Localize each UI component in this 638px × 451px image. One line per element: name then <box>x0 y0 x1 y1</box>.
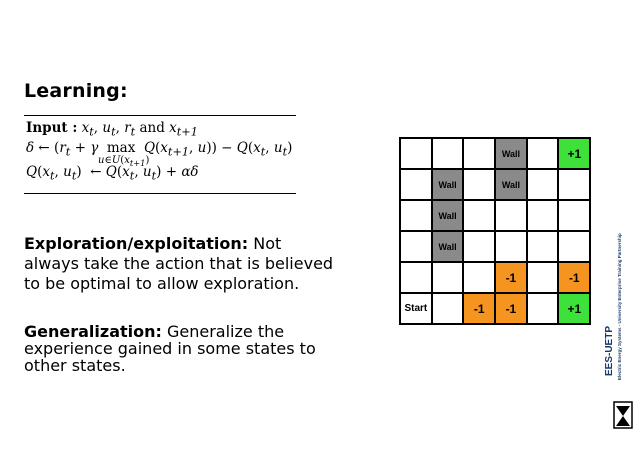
algorithm-update-delta: δ ← ($r_t + \gamma$ $\max Q(x_{t+1}$, $u)) - Q(x_t$, $u_t$) <box>26 140 293 159</box>
grid-cell-pos: +1 <box>558 138 590 169</box>
grid-cell-wall: Wall <box>432 169 464 200</box>
grid-cell-neg: -1 <box>558 262 590 293</box>
exploration-lead: Exploration/exploitation: <box>24 234 249 253</box>
grid-cell <box>400 231 432 262</box>
grid-cell <box>400 169 432 200</box>
grid-cell <box>527 138 559 169</box>
grid-cell <box>463 138 495 169</box>
grid-cell-wall: Wall <box>495 169 527 200</box>
grid-cell <box>495 231 527 262</box>
grid-cell <box>463 169 495 200</box>
algorithm-input-line: Input : $x_t$, $u_t$, $r_t$ and $x_{t+1}$ <box>26 120 198 139</box>
grid-cell <box>558 169 590 200</box>
grid-cell <box>527 293 559 324</box>
grid-cell-neg: -1 <box>495 293 527 324</box>
gridworld-diagram <box>399 137 591 325</box>
grid-cell <box>527 169 559 200</box>
grid-cell <box>463 262 495 293</box>
grid-cell <box>527 200 559 231</box>
grid-cell <box>400 200 432 231</box>
university-logo-icon <box>612 400 634 430</box>
exploration-text: Not always take the action that is believed to be optimal to allow exploration. <box>24 234 334 293</box>
slide-title: Learning: <box>24 80 128 102</box>
grid-cell <box>432 138 464 169</box>
grid-cell <box>463 200 495 231</box>
algorithm-bottom-rule <box>24 193 296 194</box>
generalization-lead: Generalization: <box>24 322 162 341</box>
grid-cell <box>558 231 590 262</box>
grid-cell <box>527 262 559 293</box>
grid-cell <box>400 138 432 169</box>
grid-cell <box>527 231 559 262</box>
grid-cell-neg: -1 <box>463 293 495 324</box>
brand-tagline: Electric Energy Systems - University Enterprise Training Partnership <box>617 233 622 380</box>
grid-cell <box>432 293 464 324</box>
algorithm-top-rule <box>24 115 296 116</box>
generalization-paragraph <box>24 323 334 374</box>
brand-name: EES-UETP <box>604 325 615 376</box>
exploration-paragraph <box>24 234 334 294</box>
algorithm-q-update: $Q(x_t$, $u_t$) ← $Q(x_t$, $u_t) + \alpha\delta$ <box>26 164 199 183</box>
algorithm-max-subscript: $u\in U(x_{t+1})$ <box>98 155 150 168</box>
grid-cell <box>400 262 432 293</box>
grid-cell <box>495 200 527 231</box>
grid-cell-start: Start <box>400 293 432 324</box>
grid-cell-neg: -1 <box>495 262 527 293</box>
grid-cell-wall: Wall <box>432 200 464 231</box>
grid-cell <box>463 231 495 262</box>
grid-cell <box>558 200 590 231</box>
grid-cell <box>432 262 464 293</box>
grid-cell-wall: Wall <box>495 138 527 169</box>
grid-cell-pos: +1 <box>558 293 590 324</box>
grid-cell-wall: Wall <box>432 231 464 262</box>
generalization-text: Generalize the experience gained in some states to other states. <box>24 322 316 375</box>
